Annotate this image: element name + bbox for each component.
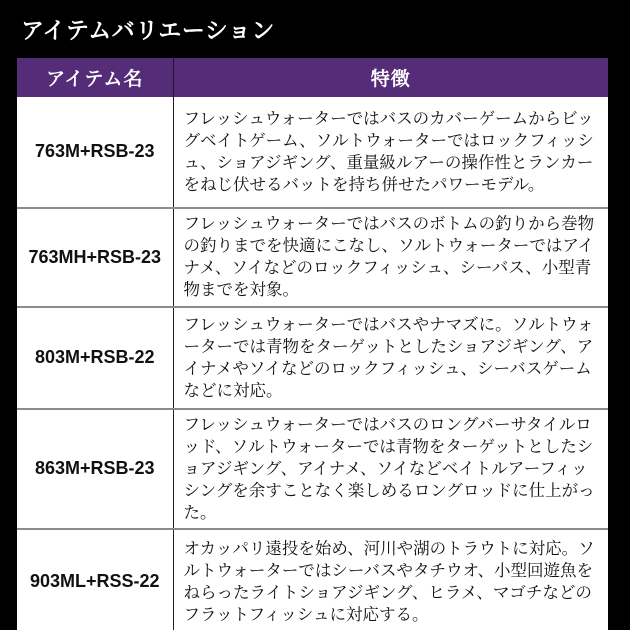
- item-variation-table: [17, 58, 608, 630]
- table-body: [17, 97, 608, 630]
- item-name-cell: 863M+RSB-23: [17, 409, 173, 529]
- feature-cell: フレッシュウォーターではバスのロングバーサタイルロッド、ソルトウォーターでは青物をターゲットとしたショアジギング、アイナメ、ソイなどベイトルアーフィッシングを余すことなく楽しめるロングロッドに仕上がった。: [173, 409, 608, 529]
- table-row: [17, 208, 608, 307]
- feature-cell: オカッパリ遠投を始め、河川や湖のトラウトに対応。ソルトウォーターではシーバスやタチウオ、小型回遊魚をねらったライトショアジギング、ヒラメ、マゴチなどのフラットフィッシュに対応する。: [173, 529, 608, 630]
- feature-cell: フレッシュウォーターではバスのボトムの釣りから巻物の釣りまでを快適にこなし、ソルトウォーターではアイナメ、ソイなどのロックフィッシュ、シーバス、小型青物までを対象。: [173, 208, 608, 307]
- page-title: アイテムバリエーション: [21, 17, 275, 43]
- feature-cell: フレッシュウォーターではバスのカバーゲームからビッグベイトゲーム、ソルトウォーターではロックフィッシュ、ショアジギング、重量級ルアーの操作性とランカーをねじ伏せるバットを持ち併せたパワーモデル。: [173, 97, 608, 208]
- table-row: [17, 409, 608, 529]
- item-name-cell: 763MH+RSB-23: [17, 208, 173, 307]
- table-header: [17, 58, 608, 97]
- item-name-cell: 763M+RSB-23: [17, 97, 173, 208]
- header-feature: 特徴: [173, 58, 608, 97]
- header-row: [17, 58, 608, 97]
- table-row: [17, 97, 608, 208]
- item-variation-table-container: [17, 58, 608, 630]
- table-row: [17, 307, 608, 409]
- header-item-name: アイテム名: [17, 58, 173, 97]
- item-name-cell: 903ML+RSS-22: [17, 529, 173, 630]
- item-name-cell: 803M+RSB-22: [17, 307, 173, 409]
- table-row: [17, 529, 608, 630]
- feature-cell: フレッシュウォーターではバスやナマズに。ソルトウォーターでは青物をターゲットとしたショアジギング、アイナメやソイなどのロックフィッシュ、シーバスゲームなどに対応。: [173, 307, 608, 409]
